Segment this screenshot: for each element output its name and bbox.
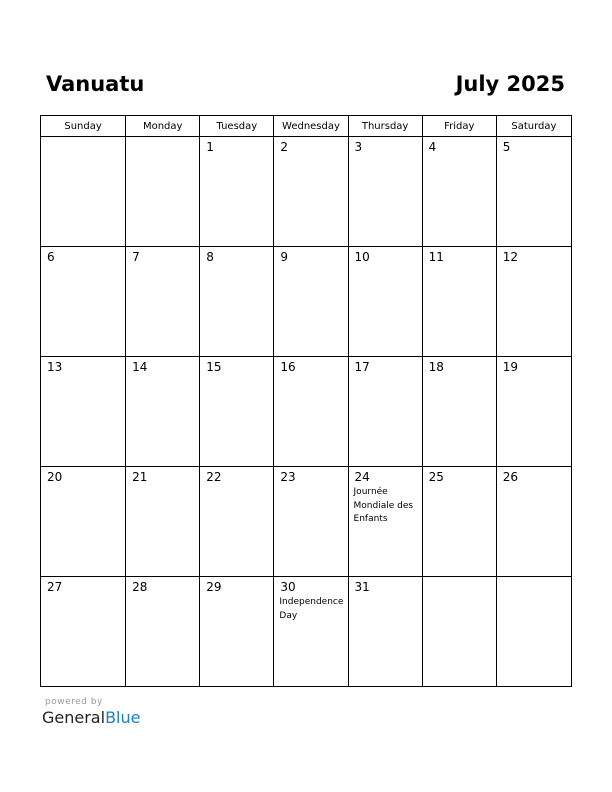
day-cell	[496, 357, 571, 467]
week-row	[41, 247, 572, 357]
day-number: 25	[428, 470, 444, 484]
day-number: 31	[354, 580, 370, 594]
day-cell	[348, 467, 422, 577]
day-cell	[496, 467, 571, 577]
day-number: 5	[502, 140, 511, 154]
day-number: 17	[354, 360, 370, 374]
day-number: 2	[280, 140, 289, 154]
day-cell	[126, 137, 200, 247]
brand-general-text: General	[42, 708, 106, 727]
powered-by-text: powered by	[45, 697, 103, 707]
day-number: 16	[280, 360, 296, 374]
day-cell	[200, 247, 274, 357]
day-number: 18	[428, 360, 444, 374]
day-number: 9	[280, 250, 289, 264]
day-cell	[126, 247, 200, 357]
day-number: 14	[132, 360, 148, 374]
day-cell	[41, 467, 126, 577]
day-number: 30	[280, 580, 296, 594]
holiday-label	[423, 581, 496, 584]
day-cell	[126, 467, 200, 577]
day-cell	[348, 357, 422, 467]
weekday-header-wednesday: Wednesday	[274, 116, 348, 137]
day-number: 15	[206, 360, 222, 374]
month-year-title: July 2025	[455, 72, 565, 96]
weekday-header-row	[41, 116, 572, 137]
day-number: 11	[428, 250, 444, 264]
day-cell	[200, 467, 274, 577]
day-cell	[422, 357, 496, 467]
day-cell	[126, 577, 200, 687]
weekday-header-thursday: Thursday	[348, 116, 422, 137]
day-cell	[41, 137, 126, 247]
day-cell	[274, 357, 348, 467]
holiday-label	[41, 141, 125, 144]
day-cell	[200, 137, 274, 247]
weekday-header-tuesday: Tuesday	[200, 116, 274, 137]
holiday-label	[126, 141, 199, 144]
day-number: 6	[47, 250, 55, 264]
day-number: 3	[354, 140, 363, 154]
day-cell	[496, 137, 571, 247]
weekday-header-saturday: Saturday	[496, 116, 571, 137]
day-number: 23	[280, 470, 296, 484]
week-row	[41, 467, 572, 577]
weekday-header-friday: Friday	[422, 116, 496, 137]
generalblue-logo[interactable]	[42, 708, 140, 728]
day-cell	[274, 467, 348, 577]
day-cell	[41, 357, 126, 467]
week-row	[41, 137, 572, 247]
day-number: 26	[502, 470, 519, 484]
calendar-grid	[40, 115, 572, 687]
day-cell	[348, 137, 422, 247]
day-cell	[41, 577, 126, 687]
weekday-header-monday: Monday	[126, 116, 200, 137]
day-cell	[422, 577, 496, 687]
week-row	[41, 577, 572, 687]
day-number: 1	[206, 140, 214, 154]
day-number: 19	[502, 360, 519, 374]
weekday-header-sunday: Sunday	[41, 116, 126, 137]
day-cell	[41, 247, 126, 357]
day-number: 8	[206, 250, 214, 264]
day-cell	[274, 137, 348, 247]
day-cell	[422, 467, 496, 577]
week-row	[41, 357, 572, 467]
day-cell	[200, 577, 274, 687]
holiday-label: Independence Day	[279, 597, 344, 621]
day-number: 4	[428, 140, 437, 154]
day-cell	[422, 247, 496, 357]
day-number: 29	[206, 580, 222, 594]
day-cell	[274, 577, 348, 687]
footer-branding	[42, 697, 140, 728]
day-number: 21	[132, 470, 148, 484]
day-cell	[348, 577, 422, 687]
holiday-label	[497, 581, 571, 584]
day-cell	[274, 247, 348, 357]
day-number: 22	[206, 470, 222, 484]
day-cell	[422, 137, 496, 247]
day-number: 20	[47, 470, 63, 484]
day-cell	[348, 247, 422, 357]
day-number: 13	[47, 360, 63, 374]
day-number: 27	[47, 580, 63, 594]
brand-blue-text: Blue	[105, 708, 141, 727]
day-number: 10	[354, 250, 370, 264]
day-number: 28	[132, 580, 148, 594]
day-number: 12	[502, 250, 519, 264]
country-title: Vanuatu	[46, 72, 145, 96]
day-cell	[126, 357, 200, 467]
holiday-label: Journée Mondiale des Enfants	[353, 487, 414, 524]
day-cell	[200, 357, 274, 467]
day-cell	[496, 247, 571, 357]
day-number: 24	[354, 470, 370, 484]
day-cell	[496, 577, 571, 687]
day-number: 7	[132, 250, 140, 264]
